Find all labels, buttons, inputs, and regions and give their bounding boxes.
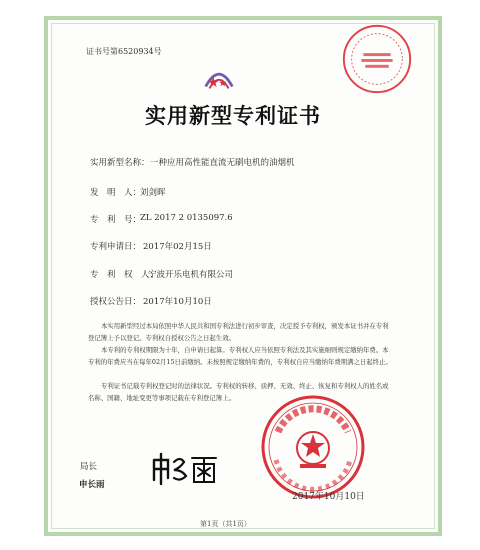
field-label-grant-date: 授权公告日： — [90, 297, 142, 307]
field-value-name: 一种应用高性能直流无刷电机的油烟机 — [150, 158, 295, 168]
field-label-filing-date: 专利申请日： — [90, 242, 142, 252]
body-paragraph-1: 本实用新型经过本局依照中华人民共和国专利法进行初步审查，决定授予专利权，颁发本证书并在专利登记簿上予以登记。专利权自授权公告之日起生效。 — [88, 322, 389, 342]
patent-office-logo-icon — [200, 58, 238, 96]
circular-red-stamp-icon — [338, 20, 416, 98]
body-paragraph-3: 专利证书记载专利权登记时的法律状况。专利权的转移、质押、无效、终止、恢复和专利权人的姓名或名称、国籍、地址变更等事项记载在专利登记簿上。 — [88, 382, 389, 402]
certificate-number: 证书号第6520934号 — [86, 47, 162, 56]
field-value-grant-date: 2017年10月10日 — [143, 297, 212, 307]
director-name: 申长雨 — [79, 480, 105, 490]
page-footer: 第1页（共1页） — [200, 520, 251, 528]
seal-date: 2017年10月10日 — [292, 492, 365, 502]
field-label-name: 实用新型名称： — [90, 158, 150, 168]
page-title: 实用新型专利证书 — [145, 103, 321, 128]
body-paragraph-2: 本专利的专利权期限为十年，自申请日起算。专利权人应当依照专利法及其实施细则规定缴纳年费。本专利的年费应当在每年02月15日前缴纳。未按照规定缴纳年费的，专利权自应当缴纳年费期满之日起终止。 — [88, 346, 392, 366]
director-title: 局长 — [80, 462, 98, 472]
field-value-patent-number: ZL 2017 2 0135097.6 — [140, 213, 233, 223]
field-value-patentee: 宁波开乐电机有限公司 — [148, 270, 234, 280]
field-value-filing-date: 2017年02月15日 — [143, 242, 212, 252]
handwritten-signature — [150, 452, 220, 486]
national-seal-icon — [258, 392, 368, 502]
field-label-patent-number: 专 利 号： — [90, 215, 142, 225]
field-value-inventor: 刘剑晖 — [140, 188, 166, 198]
field-label-patentee: 专 利 权 人： — [90, 270, 159, 280]
field-label-inventor: 发 明 人： — [90, 188, 142, 198]
